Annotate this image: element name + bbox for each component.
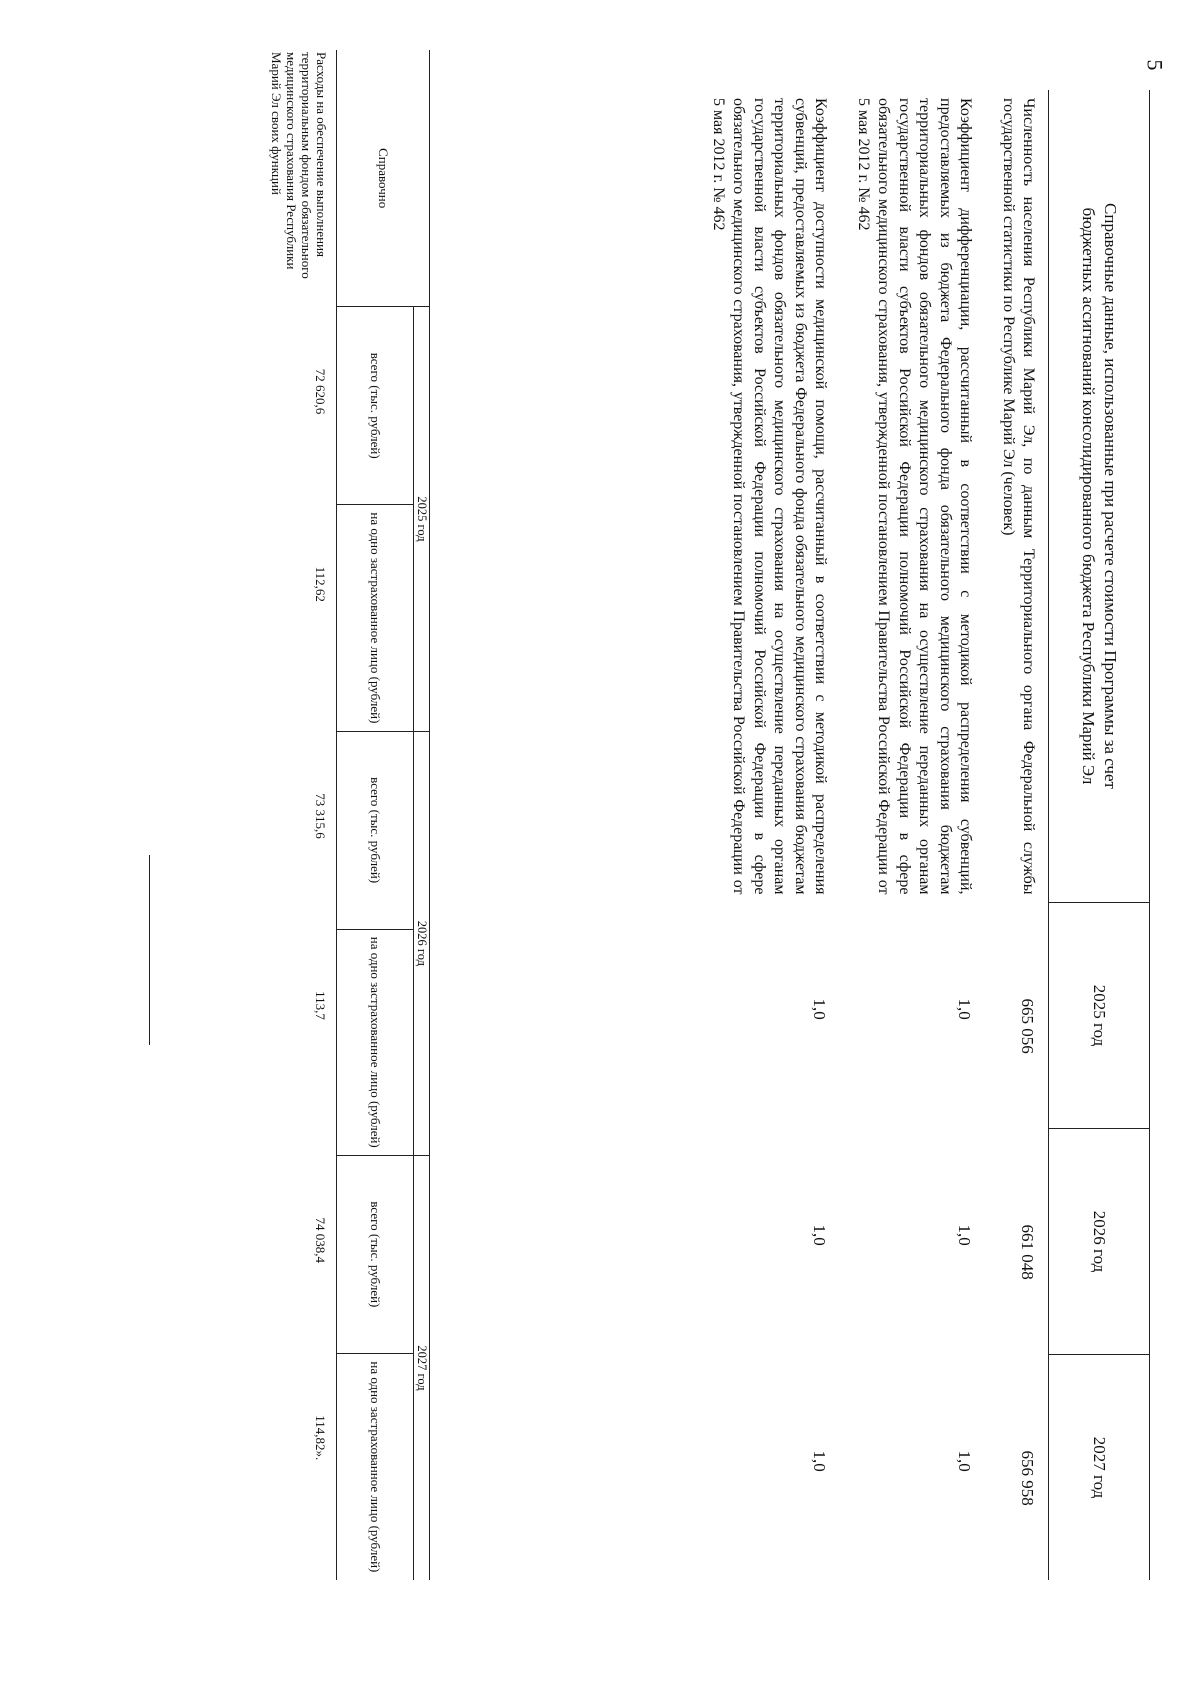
row-label-accessibility-coefficient: Коэффициент доступности медицинской помощи, рассчитанный в соответствии с методикой распределения субвенций, предоставляемых из бюджета Федерального фонда обязательного медицинского страхования бюджетам территориальных фондов обязательного медицинского страхования на осуществление переданных органам государственной власти субъектов Российской Федерации полномочий Российской Федерации в сфере обязательного медицинского страхования, утвержденной постановлением Правительства Российской Федерации от 5 мая 2012 г. № 462 [709, 98, 830, 895]
table-header-year-2025: 2025 год [1049, 903, 1150, 1129]
cell-value: 656 958 [1018, 1450, 1037, 1506]
table-header-year-2026: 2026 год [1049, 1129, 1150, 1355]
cell-value: 113,7 [313, 991, 328, 1020]
subheader-total-2026: всего (тыс. рублей) [337, 731, 414, 929]
table-header-description: Справочные данные, использованные при расчете стоимости Программы за счет бюджетных ассигнований консолидированного бюджета Республики Марий Эл [1049, 90, 1150, 903]
row-label-expenses: Расходы на обеспечение выполнения территориальным фондом обязательного медицинского страхования Республики Марий Эл своих функций [269, 52, 329, 279]
cell-value: 112,62 [313, 566, 328, 602]
subheader-per-person-2025: на одно застрахованное лицо (рублей) [337, 505, 414, 732]
row-label-differentiation-coefficient: Коэффициент дифференциации, рассчитанный в соответствии с методикой распределения субвенций, предоставляемых из бюджета Федерального фонда обязательного медицинского страхования бюджетам территориальных фондов обязательного медицинского страхования на осуществление переданных органам государственной власти субъектов Российской Федерации полномочий Российской Федерации в сфере обязательного медицинского страхования, утвержденной постановлением Правительства Российской Федерации от 5 мая 2012 г. № 462 [854, 98, 975, 895]
cell-value: 1,0 [810, 1450, 830, 1472]
cell-value: 661 048 [1018, 1224, 1037, 1280]
cell-value: 1,0 [955, 1224, 975, 1246]
table-header-year-2027: 2027 год [1049, 1355, 1150, 1581]
subheader-total-2025: всего (тыс. рублей) [337, 307, 414, 505]
reference-data-table [689, 90, 1150, 1580]
subheader-per-person-2026: на одно застрахованное лицо (рублей) [337, 929, 414, 1155]
cell-value: 114,82». [313, 1415, 328, 1461]
expenses-table [260, 50, 430, 1580]
row-label-population: Численность населения Республики Марий Эл, по данным Территориального органа Федеральной службы государственной статистики по Республике Марий Эл (человек) [999, 98, 1037, 895]
table-row [260, 50, 336, 1580]
cell-value: 1,0 [955, 998, 975, 1020]
cell-value: 72 620,6 [313, 368, 328, 415]
table-row [834, 90, 979, 1580]
cell-value: 74 038,4 [313, 1217, 328, 1263]
cell-value: 73 315,6 [313, 793, 328, 839]
cell-value: 1,0 [955, 1450, 975, 1472]
table-header-group-2026: 2026 год [414, 731, 430, 1155]
table-row [979, 90, 1048, 1580]
subheader-per-person-2027: на одно застрахованное лицо (рублей) [337, 1353, 414, 1580]
table-header-group-2025: 2025 год [414, 307, 430, 731]
rotated-sheet [100, 50, 1150, 1610]
table-header-spravochno: Справочно [337, 50, 430, 307]
cell-value: 1,0 [810, 1224, 830, 1246]
table-header-row [414, 50, 430, 1580]
end-divider-line [149, 855, 150, 1045]
table-header-row [1049, 90, 1150, 1580]
cell-value: 665 056 [1018, 998, 1037, 1054]
cell-value: 1,0 [810, 998, 830, 1020]
page-number: 5 [1142, 59, 1168, 71]
table-row [689, 90, 834, 1580]
table-header-group-2027: 2027 год [414, 1155, 430, 1580]
subheader-total-2027: всего (тыс. рублей) [337, 1155, 414, 1353]
